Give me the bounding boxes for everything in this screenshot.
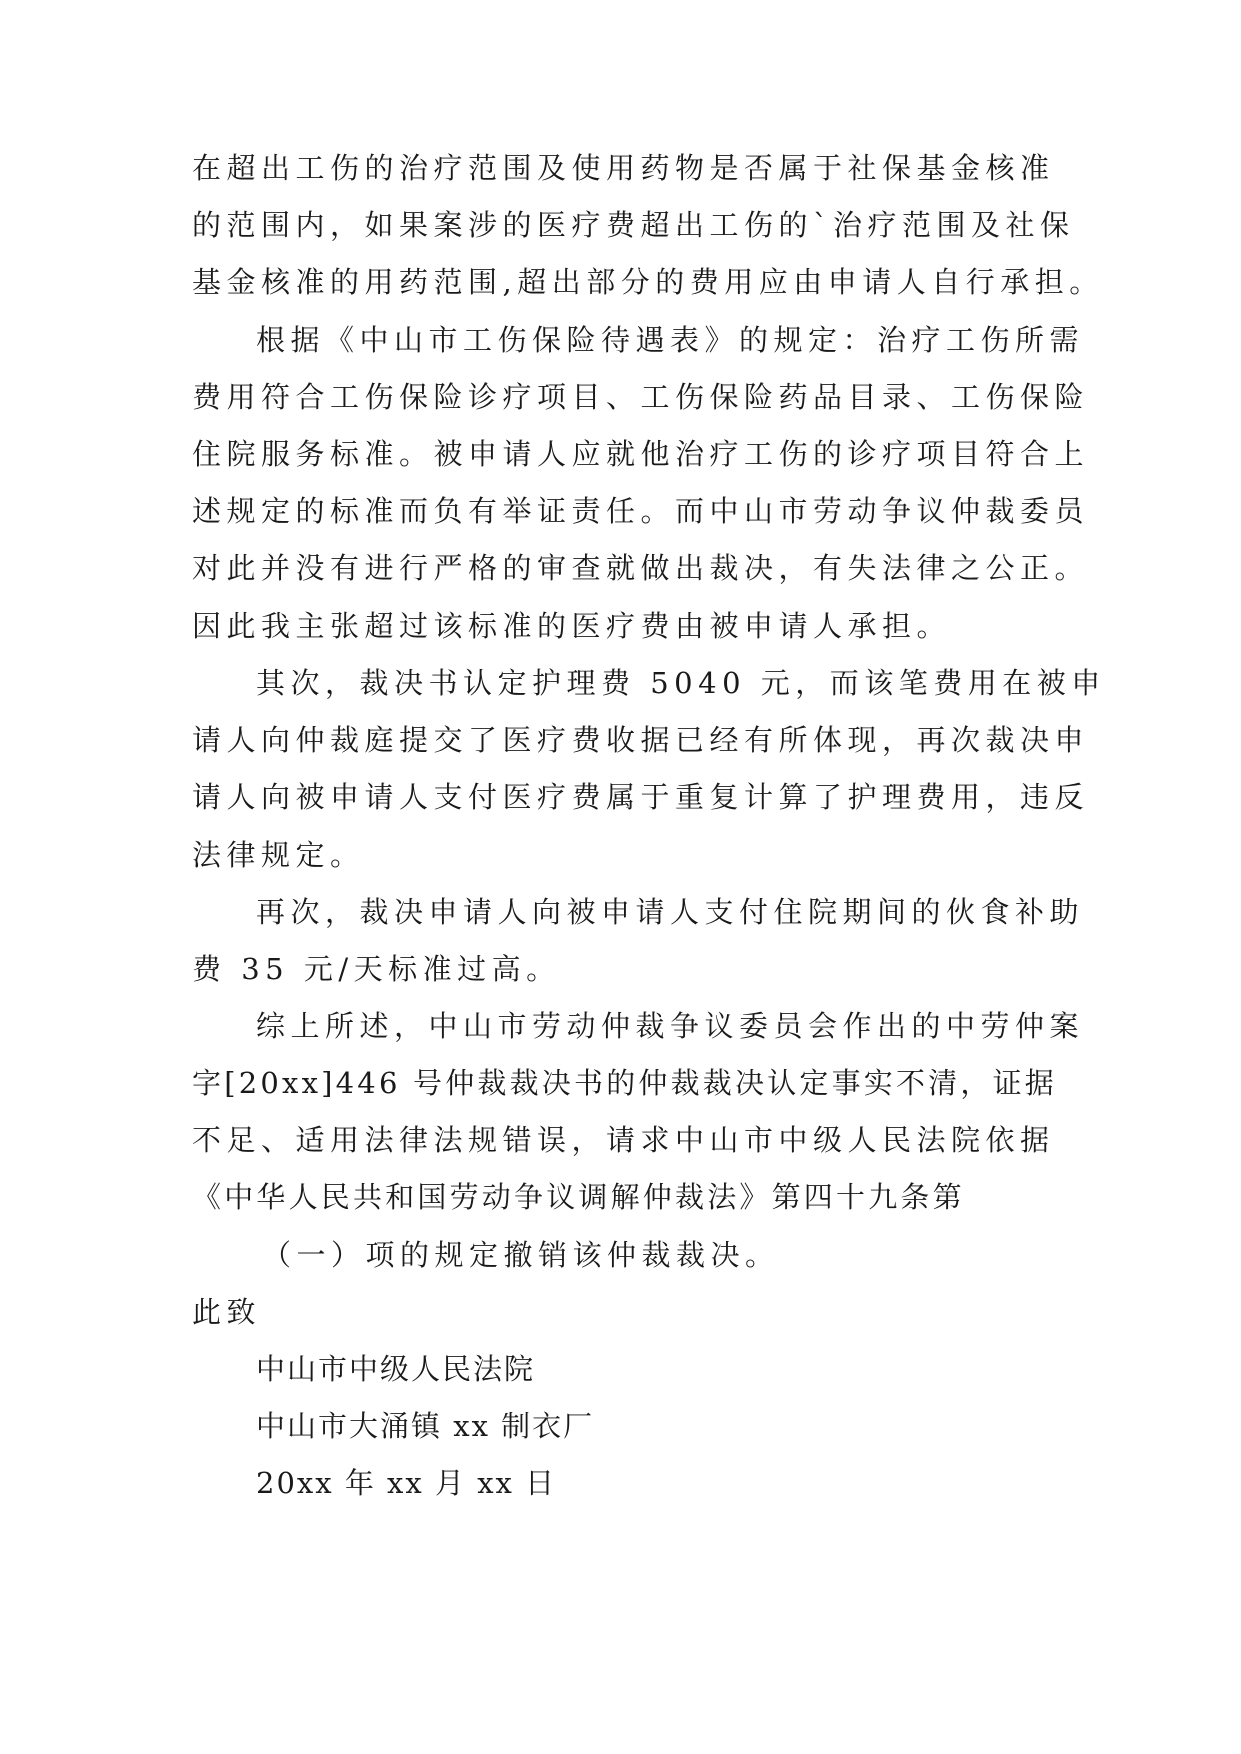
text-line: 在超出工伤的治疗范围及使用药物是否属于社保基金核准 [192, 151, 1055, 185]
recipient-court: 中山市中级人民法院 [256, 1352, 536, 1386]
text-line: 不足、适用法律法规错误，请求中山市中级人民法院依据 [192, 1123, 1055, 1157]
text-line: 综上所述，中山市劳动仲裁争议委员会作出的中劳仲案 [256, 1009, 1085, 1043]
text-line: 费 35 元/天标准过高。 [192, 952, 561, 986]
text-line: 基金核准的用药范围,超出部分的费用应由申请人自行承担。 [192, 265, 1104, 299]
text-line: （一）项的规定撤销该仲裁裁决。 [262, 1238, 780, 1272]
sender-company: 中山市大涌镇 xx 制衣厂 [256, 1409, 595, 1443]
text-line: 请人向被申请人支付医疗费属于重复计算了护理费用，违反 [192, 780, 1090, 814]
text-line: 的范围内，如果案涉的医疗费超出工伤的`治疗范围及社保 [192, 208, 1075, 242]
text-line: 费用符合工伤保险诊疗项目、工伤保险药品目录、工伤保险 [192, 380, 1090, 414]
text-line: 对此并没有进行严格的审查就做出裁决，有失法律之公正。 [192, 551, 1090, 585]
document-date: 20xx 年 xx 月 xx 日 [256, 1466, 557, 1500]
text-line: 住院服务标准。被申请人应就他治疗工伤的诊疗项目符合上 [192, 437, 1090, 471]
text-line: 其次，裁决书认定护理费 5040 元，而该笔费用在被申 [256, 666, 1106, 700]
text-line: 字[20xx]446 号仲裁裁决书的仲裁裁决认定事实不清，证据 [192, 1066, 1058, 1100]
closing-salutation: 此致 [192, 1295, 262, 1329]
text-line: 《中华人民共和国劳动争议调解仲裁法》第四十九条第 [192, 1180, 965, 1214]
text-line: 请人向仲裁庭提交了医疗费收据已经有所体现，再次裁决申 [192, 723, 1090, 757]
text-line: 根据《中山市工伤保险待遇表》的规定：治疗工伤所需 [256, 323, 1085, 357]
text-line: 述规定的标准而负有举证责任。而中山市劳动争议仲裁委员 [192, 494, 1090, 528]
text-line: 再次，裁决申请人向被申请人支付住院期间的伙食补助 [256, 895, 1085, 929]
text-line: 因此我主张超过该标准的医疗费由被申请人承担。 [192, 609, 952, 643]
text-line: 法律规定。 [192, 838, 365, 872]
